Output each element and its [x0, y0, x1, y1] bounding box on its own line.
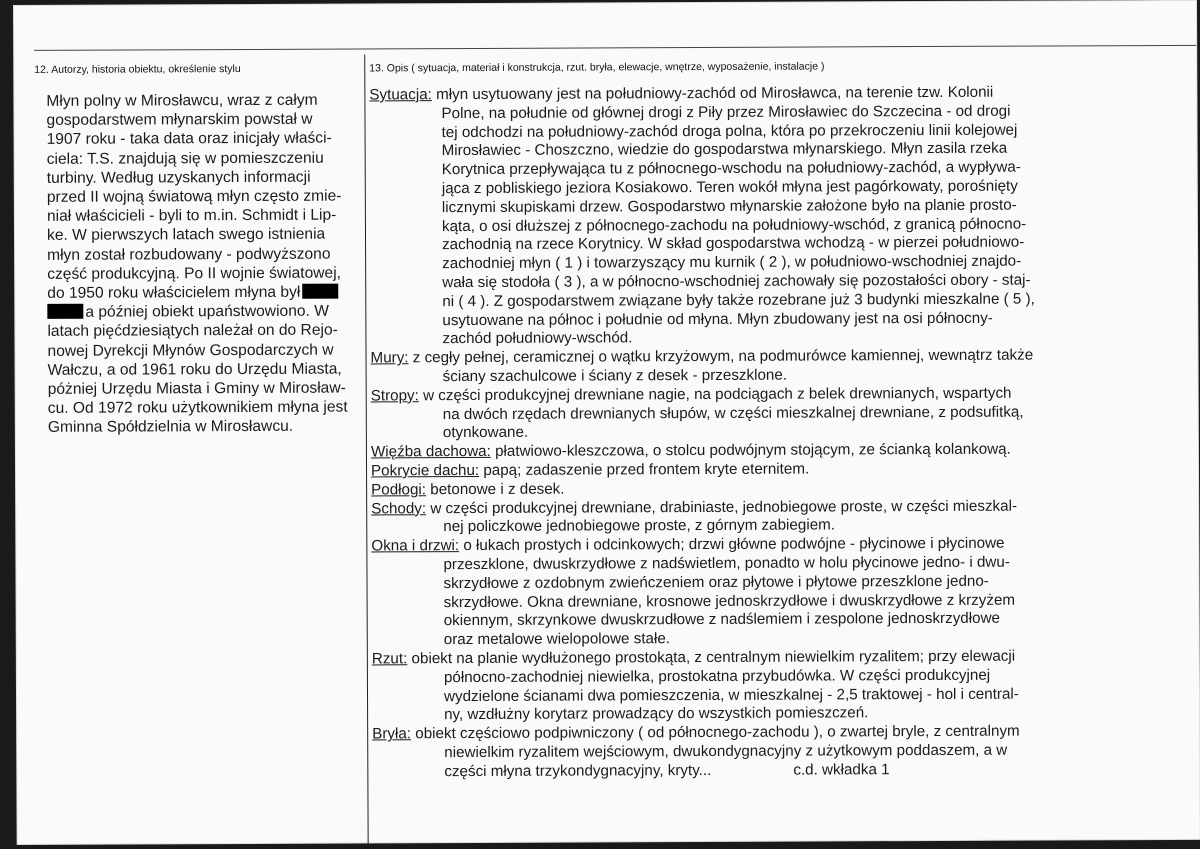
history-line	[46, 110, 358, 131]
history-line-text: Młyn polny w Mirosławcu, wraz z całym	[46, 91, 318, 110]
history-line	[48, 359, 360, 380]
history-line	[47, 187, 359, 208]
description-line-text: wała się stodoła ( 3 ), a w północno-wschodniej zachowały się pozostałości obory - staj-	[442, 271, 1031, 292]
document-sheet	[14, 1, 1200, 844]
description-line-text: papą; zadaszenie przed frontem kryte eternitem.	[483, 460, 810, 479]
description-line-text: na dwóch rzędach drewnianych słupów, w części mieszkalnej drewniane, z podsufitką,	[442, 403, 1024, 423]
history-line	[47, 263, 359, 284]
description-line-text: ni ( 4 ). Z gospodarstwem związane były także rozebrane już 3 budynki mieszkalne ( 5 ),	[442, 290, 1035, 310]
history-line-text: Gminna Spółdzielnia w Mirosławcu.	[47, 418, 294, 437]
description-line-text: jąca z pobliskiego jeziora Kosiakowo. Teren wokół młyna jest pagórkowaty, porośnięty	[441, 177, 1018, 198]
history-line-text: przed II wojną światową młyn często zmie-	[46, 187, 342, 206]
history-line-text: 1907 roku - taka data oraz inicjały właści-	[46, 130, 332, 149]
section-term: Rzut:	[371, 650, 408, 668]
description-section	[371, 534, 1151, 650]
history-line	[47, 129, 359, 150]
right-column-header: 13. Opis ( sytuacja, materiał i konstrukcja, rzut. bryła, elewacje, wnętrze, wyposażenie, instalacje )	[369, 60, 825, 75]
description-section	[371, 497, 1151, 538]
history-line	[47, 302, 359, 323]
section-term: Bryła:	[372, 725, 412, 743]
description-line-text: niewielkim ryzalitem wejściowym, dwukondygnacyjny z użytkowym poddaszem, a w	[444, 741, 1008, 762]
section-term: Podłogi:	[371, 480, 427, 499]
description-section	[372, 722, 1152, 782]
history-line	[47, 244, 359, 265]
description-section	[371, 384, 1151, 444]
history-line-text: póżniej Urzędu Miasta i Gminy w Mirosław-	[47, 379, 346, 398]
redaction-box	[302, 284, 338, 299]
redaction-box	[47, 304, 83, 319]
description-line-text: okiennym, skrzynkowe dwuskrzudłowe z nadślemiem i zespolone jednoskrzydłowe	[443, 610, 1001, 630]
history-line-text: niał właścicieli - byli to m.in. Schmidt i Lip-	[46, 206, 337, 226]
section-term: Schody:	[371, 499, 427, 517]
description-line-text: Korytnica przepływająca tu z północnego-wschodu na południowy-zachód, a wypływa-	[441, 158, 1021, 179]
column-divider	[364, 54, 368, 844]
history-line	[47, 148, 359, 169]
section-term: Stropy:	[370, 386, 419, 405]
description-line-text: zachodnią na rzece Korytnicy. W skład gospodarstwa wchodzą - w pierzei południowo-	[442, 233, 1025, 254]
description-line-text: tej odchodzi na południowy-zachód droga polna, która po przekroczeniu linii kolejowej	[441, 121, 1018, 141]
description-line-text: zachodniej młyn ( 1 ) i towarzyszący mu kurnik ( 2 ), w południowo-wschodniej znajdo-	[442, 252, 1022, 273]
history-text	[46, 90, 360, 437]
description-section	[372, 647, 1152, 726]
history-line-text: a później obiekt upaństwowiono. W	[85, 302, 329, 321]
history-line-text: ciela: T.S. znajdują się w pomieszczeniu	[46, 149, 324, 168]
section-term: Pokrycie dachu:	[370, 461, 480, 480]
history-line-text: do 1950 roku właścicielem młyna był	[47, 283, 301, 302]
description-section	[371, 346, 1151, 387]
description-line	[372, 760, 1152, 782]
history-line	[48, 417, 360, 438]
section-term: Więźba dachowa:	[370, 443, 491, 461]
description-line-text: w części produkcyjnej drewniane, drabiniaste, jednobiegowe proste, w części mieszkal-	[430, 497, 1018, 517]
description-line-text: otynkowane.	[442, 424, 529, 442]
description-line-text: licznymi skupiskami drzew. Gospodarstwo młynarskie założone było na planie prosto-	[441, 196, 1017, 216]
history-line-text: turbiny. Według uzyskanych informacji	[46, 168, 311, 187]
description-line-text: w części produkcyjnej drewniane nagie, na podciągach z belek drewnianych, wspartych	[423, 384, 1012, 404]
history-line	[46, 90, 358, 111]
continuation-note: c.d. wkładka 1	[793, 760, 890, 779]
description-line-text: płatwiowo-kleszczowa, o stolcu podwójnym stojącym, ze ścianką kolankową.	[495, 440, 1011, 461]
description-line-text: wydzielone ścianami dwa pomieszczenia, w mieszkalnej - 2,5 traktowej - hol i central-	[443, 685, 1019, 705]
description-line-text: ściany szachulcowe i ściany z desek - przeszklone.	[442, 366, 788, 386]
description-line-text: z cegły pełnej, ceramicznej o wątku krzyżowym, na podmurówce kamiennej, wewnątrz także	[412, 346, 1034, 367]
history-line	[48, 379, 360, 400]
description-section	[369, 83, 1150, 350]
history-line-text: ke. W pierwszych latach swego istnienia	[46, 226, 326, 245]
history-line-text: Wałczu, a od 1961 roku do Urzędu Miasta,	[47, 360, 342, 379]
section-term: Sytuacja:	[369, 86, 432, 104]
history-line	[47, 283, 359, 304]
description-line-text: oraz metalowe wielopolowe stałe.	[443, 630, 671, 649]
history-line	[47, 321, 359, 342]
description-line-text: betonowe i z desek.	[430, 480, 565, 498]
section-term: Mury:	[370, 349, 409, 367]
description-line-text: o łukach prostych i odcinkowych; drzwi główne podwójne - płycinowe i płycinowe	[463, 534, 1005, 555]
description-line-text: obiekt częściowo podpiwniczony ( od północnego-zachodu ), o zwartej bryle, z centralnym	[415, 722, 1020, 743]
description-line-text: nej policzkowe jednobiegowe proste, z górnym zabiegiem.	[443, 516, 836, 536]
description-line-text: części młyna trzykondygnacyjny, kryty...	[444, 761, 712, 780]
history-line-text: młyn został rozbudowany - podwyższono	[47, 245, 331, 264]
history-line	[47, 206, 359, 227]
description-line-text: północno-zachodniej niewielka, prostokatna przybudówka. W części produkcyjnej	[443, 666, 991, 686]
section-term: Okna i drzwi:	[371, 537, 460, 555]
description-line-text: obiekt na planie wydłużonego prostokąta, z centralnym niewielkim ryzalitem; przy elewacji	[411, 647, 1016, 668]
history-line	[48, 398, 360, 419]
history-line-text: nowej Dyrekcji Młynów Gospodarczych w	[47, 341, 334, 360]
top-rule	[34, 45, 1196, 51]
description-line-text: kąta, o osi dłuższej z północnego-zachodu na południowy-wschód, z granicą północno-	[441, 215, 1027, 235]
description-line-text: Polne, na południe od głównej drogi z Piły przez Mirosławiec do Szczecina - od drogi	[441, 102, 1011, 122]
history-line	[47, 340, 359, 361]
description-line-text: młyn usytuowany jest na południowy-zachód od Mirosławca, na terenie tzw. Kolonii	[436, 83, 994, 104]
description-line-text: zachód południowy-wschód.	[442, 329, 633, 348]
history-line-text: część produkcyjną. Po II wojnie światowej,	[47, 264, 342, 283]
history-line	[47, 167, 359, 188]
description-line-text: ny, wzdłużny korytarz prowadzący do wszystkich pomieszczeń.	[444, 704, 869, 724]
description-line	[370, 290, 1150, 312]
description-line-text: usytuowane na północ i południe od młyna. Młyn zbudowany jest na osi północny-	[442, 309, 993, 329]
history-line-text: cu. Od 1972 roku użytkownikiem młyna jest	[47, 398, 348, 418]
description-text	[369, 83, 1152, 782]
history-line-text: latach pięćdziesiątych należał on do Rejo-	[47, 322, 338, 341]
description-line-text: Mirosławiec - Choszczno, wiedzie do gospodarstwa młynarskiego. Młyn zasila rzeka	[441, 140, 1008, 160]
left-column-header: 12. Autorzy, historia obiektu, określenie stylu	[34, 63, 241, 76]
description-line-text: przeszklone, dwuskrzydłowe z nadświetlem, ponadto w holu płycinowe jedno- i dwu-	[443, 553, 1010, 574]
history-line-text: gospodarstwem młynarskim powstał w	[46, 110, 313, 130]
history-line	[47, 225, 359, 246]
description-line-text: skrzydłowe z ozdobnym zwieńczeniem oraz płytowe i płytowe przeszklone jedno-	[443, 572, 989, 592]
description-line-text: skrzydłowe. Okna drewniane, krosnowe jednoskrzydłowe i dwuskrzydłowe z krzyżem	[443, 591, 1016, 611]
